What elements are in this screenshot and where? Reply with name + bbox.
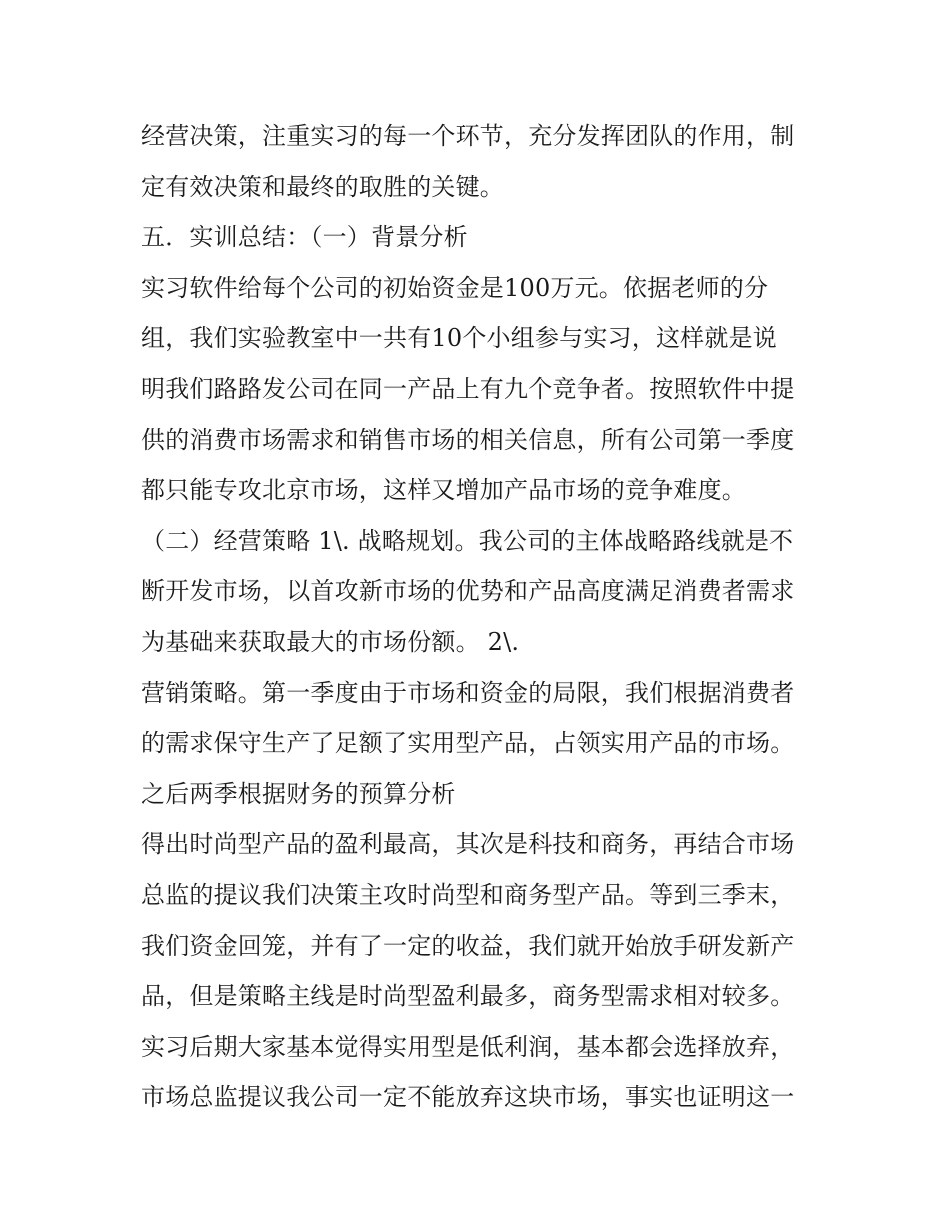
- section-heading: 五．实训总结：（一）背景分析: [141, 223, 468, 252]
- text-line: 供的消费市场需求和销售市场的相关信息，所有公司第一季度: [141, 425, 795, 454]
- text-line: 明我们路路发公司在同一产品上有九个竞争者。按照软件中提: [141, 374, 795, 403]
- text-line: 品，但是策略主线是时尚型盈利最多，商务型需求相对较多。: [141, 982, 795, 1011]
- text-line: 我们资金回笼，并有了一定的收益，我们就开始放手研发新产: [141, 931, 795, 960]
- text-line: 经营决策，注重实习的每一个环节，充分发挥团队的作用，制: [141, 122, 795, 150]
- text-line: 得出时尚型产品的盈利最高，其次是科技和商务，再结合市场: [141, 830, 795, 859]
- text-line: 实习后期大家基本觉得实用型是低利润，基本都会选择放弃，: [141, 1032, 795, 1061]
- text-line: 的需求保守生产了足额了实用型产品，占领实用产品的市场。: [141, 729, 795, 758]
- text-line: 组，我们实验教室中一共有10个小组参与实习，这样就是说: [141, 324, 777, 353]
- text-line: （二）经营策略 1\. 战略规划。我公司的主体战略路线就是不: [141, 526, 794, 555]
- text-line: 之后两季根据财务的预算分析: [141, 779, 456, 808]
- text-line: 断开发市场，以首攻新市场的优势和产品高度满足消费者需求: [141, 577, 795, 606]
- text-line: 为基础来获取最大的市场份额。 2\.: [141, 627, 520, 656]
- text-line: 实习软件给每个公司的初始资金是100万元。依据老师的分: [141, 273, 769, 302]
- text-line: 总监的提议我们决策主攻时尚型和商务型产品。等到三季末，: [141, 880, 795, 909]
- text-line: 营销策略。第一季度由于市场和资金的局限，我们根据消费者: [141, 678, 795, 707]
- text-line: 市场总监提议我公司一定不能放弃这块市场，事实也证明这一: [141, 1083, 795, 1112]
- document-body: [141, 111, 821, 1123]
- text-line: 定有效决策和最终的取胜的关键。: [141, 172, 504, 201]
- text-line: 都只能专攻北京市场，这样又增加产品市场的竞争难度。: [141, 476, 746, 505]
